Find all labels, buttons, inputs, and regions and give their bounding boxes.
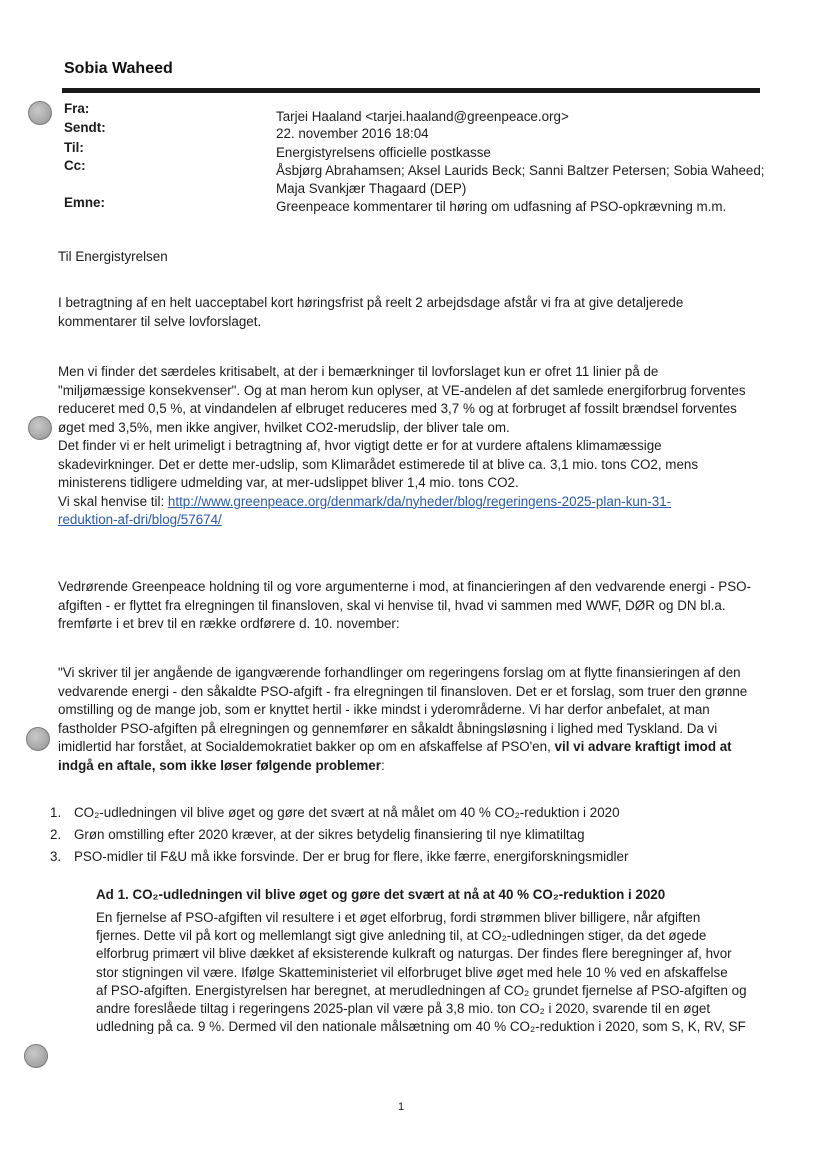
list-item (50, 824, 628, 846)
to-value: Energistyrelsens officielle postkasse (276, 145, 491, 160)
p3-line: Vedrørende Greenpeace holdning til og vore argumenterne i mod, at financieringen af den vedvarende energi - PSO- (58, 579, 752, 594)
p2-line: ministerens tidligere udmelding var, at mer-udslippet bliver 1,4 mio. tons CO2. (58, 475, 519, 490)
p2-line: skadevirkninger. Det er dette mer-udslip, som Klimarådet estimerede til at blive ca. 3,1 mio. tons CO2, mens (58, 456, 699, 472)
section-line: En fjernelse af PSO-afgiften vil resultere i et øget elforbrug, fordi strømmen bliver billigere, når afgiften (96, 910, 701, 925)
punch-hole-1 (28, 101, 52, 125)
section-line: stor stigningen vil være. Ifølge Skatteministeriet vil elforbruget blive øget med hele 10 % ved en afskaffelse (96, 964, 728, 980)
p2-line: Men vi finder det særdeles kritisabelt, at der i bemærkninger til lovforslaget kun er ofret 11 linier på de (58, 364, 659, 379)
quote-bold-1: vil vi advare kraftigt imod at (554, 739, 732, 754)
paragraph-1 (58, 294, 778, 331)
quote-paragraph (58, 664, 778, 775)
list-text: Grøn omstilling efter 2020 kræver, at der sikres betydelig finansiering til nye klimatiltag (74, 827, 585, 842)
quote-bold-2: indgå en aftale, som ikke løser følgende problemer (58, 757, 381, 773)
list-text: CO₂-udledningen vil blive øget og gøre det svært at nå målet om 40 % CO₂-reduktion i 2020 (74, 805, 620, 820)
section-title: Ad 1. CO₂-udledningen vil blive øget og gøre det svært at nå at 40 % CO₂-reduktion i 2020 (96, 887, 666, 902)
from-label: Fra: (64, 101, 90, 116)
quote-line: fastholder PSO-afgiften på elregningen og gennemfører en såkaldt åbningsløsning i lighed med Tyskland. Da vi (58, 720, 718, 736)
from-value: Tarjei Haaland <tarjei.haaland@greenpeace.org> (276, 109, 569, 124)
greeting: Til Energistyrelsen (58, 249, 168, 264)
p2-line: reduceret med 0,5 %, at vindandelen af elbruget reduceres med 3,7 % og at forbruget af fossilt brændsel forventes (58, 401, 737, 416)
punch-hole-2 (28, 416, 52, 440)
paragraph-2 (58, 363, 778, 530)
punch-hole-3 (26, 727, 50, 751)
list-number: 3. (50, 849, 62, 864)
problem-list (50, 802, 628, 868)
section-line: fjernes. Dette vil på kort og mellemlangt sigt give anledning til, at CO₂-udledningen stiger, da det øgede (96, 928, 707, 944)
section-line: af PSO-afgiften. Energistyrelsen har beregnet, at merudledningen af CO₂ grundet fjernelse af PSO-afgiften og (96, 982, 747, 998)
page-number: 1 (398, 1101, 405, 1113)
to-label: Til: (64, 140, 84, 155)
quote-line (58, 757, 778, 776)
section-line: elforbrug primært vil blive dækket af eksisterende kulkraft og naturgas. Der findes flere beregninger af, hvor (96, 946, 732, 962)
cc-value-line1: Åsbjørg Abrahamsen; Aksel Laurids Beck; Sanni Baltzer Petersen; Sobia Waheed; (276, 163, 765, 178)
reference-line-2 (58, 511, 778, 530)
cc-label: Cc: (64, 158, 86, 173)
list-text: PSO-midler til F&U må ikke forsvinde. Der er brug for flere, ikke færre, energiforskningsmidler (74, 849, 629, 864)
subject-value: Greenpeace kommentarer til høring om udfasning af PSO-opkrævning m.m. (276, 199, 727, 214)
list-number: 2. (50, 827, 62, 842)
section-line: udledning på ca. 9 %. Dermed vil den nationale målsætning om 40 % CO₂-reduktion i 2020, som S, K, RV, SF (96, 1019, 746, 1035)
paragraph-3 (58, 578, 778, 634)
p2-line: øget med 3,5%, men ikke angiver, hvilket CO2-merudslip, der bliver tale om. (58, 419, 510, 435)
subject-label: Emne: (64, 195, 105, 210)
section-body (96, 909, 776, 1036)
p1-line: kommentarer til selve lovforslaget. (58, 313, 262, 329)
p3-line: afgiften - er flyttet fra elregningen til finansloven, skal vi henvise til, hvad vi sammen med WWF, DØR og DN bl.a. (58, 597, 726, 613)
p2-line: Det finder vi er helt urimeligt i betragtning af, hvor vigtigt dette er for at vurdere aftalens klimamæssige (58, 438, 662, 453)
header-rule (62, 88, 760, 93)
quote-tail: : (380, 757, 385, 773)
list-item (50, 802, 628, 824)
p1-line: I betragtning af en helt uacceptabel kort høringsfrist på reelt 2 arbejdsdage afstår vi fra at give detaljerede (58, 295, 684, 310)
punch-hole-4 (24, 1044, 48, 1068)
sent-value: 22. november 2016 18:04 (276, 126, 429, 141)
quote-line-text: imidlertid har forstået, at Socialdemokratiet bakker op om en afskaffelse af PSO'en, (58, 739, 555, 754)
quote-line (58, 738, 778, 757)
reference-link[interactable]: http://www.greenpeace.org/denmark/da/nyheder/blog/regeringens-2025-plan-kun-31- (167, 493, 672, 509)
sent-label: Sendt: (64, 120, 106, 135)
p3-line: fremførte i et brev til en række ordførere d. 10. november: (58, 616, 400, 631)
sender-name: Sobia Waheed (64, 60, 173, 77)
quote-line: omstilling og de mange job, som er knyttet hertil - ikke mindst i yderområderne. Vi har derfor anbefalet, at man (58, 702, 710, 717)
quote-line: "Vi skriver til jer angående de igangværende forhandlinger om regeringens forslag om at flytte finansieringen af den (58, 665, 741, 680)
list-item (50, 846, 628, 868)
quote-line: vedvarende energi - den såkaldte PSO-afgift - fra elregningen til finansloven. Det er et forslag, som truer den grønne (58, 683, 748, 699)
list-number: 1. (50, 805, 62, 820)
p2-line: "miljømæssige konsekvenser". Og at man herom kun oplyser, at VE-andelen af det samlede energiforbrug forventes (58, 382, 746, 398)
reference-link-continued[interactable]: reduktion-af-dri/blog/57674/ (58, 512, 222, 527)
reference-line (58, 493, 778, 512)
cc-value-line2: Maja Svankjær Thagaard (DEP) (276, 181, 467, 196)
reference-prefix: Vi skal henvise til: (58, 493, 168, 509)
section-line: andre foreslåede tiltag i regeringens 2025-plan vil være på 3,8 mio. ton CO₂ i 2020, svarende til en øget (96, 1001, 711, 1017)
